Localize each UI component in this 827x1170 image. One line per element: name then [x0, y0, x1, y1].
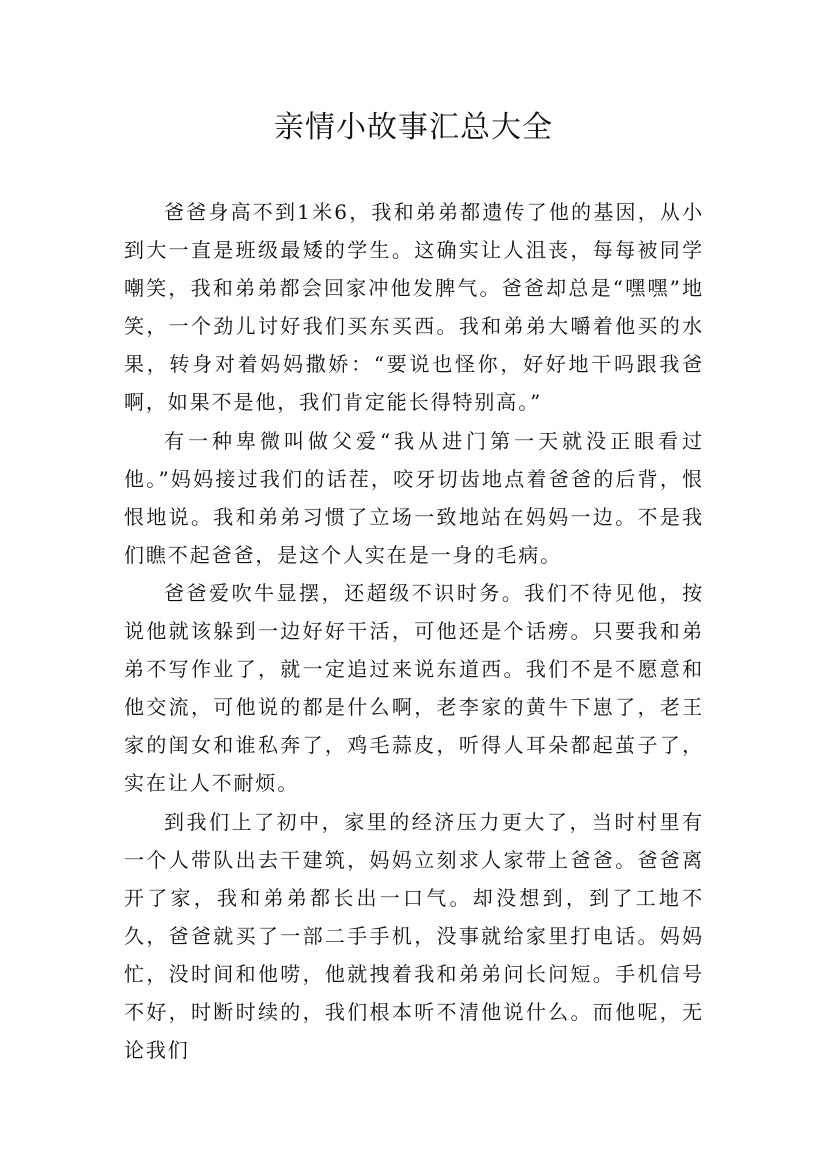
- document-body: [124, 193, 704, 1069]
- paragraph: 到我们上了初中，家里的经济压力更大了，当时村里有一个人带队出去干建筑，妈妈立刻求人家带上爸爸。爸爸离开了家，我和弟弟都长出一口气。却没想到，到了工地不久，爸爸就买了一部二手手机，没事就给家里打电话。妈妈忙，没时间和他唠，他就拽着我和弟弟问长问短。手机信号不好，时断时续的，我们根本听不清他说什么。而他呢，无论我们: [124, 809, 704, 1063]
- paragraph: 爸爸爱吹牛显摆，还超级不识时务。我们不待见他，按说他就该躲到一边好好干活，可他还是个话痨。只要我和弟弟不写作业了，就一定追过来说东道西。我们不是不愿意和他交流，可他说的都是什么啊，老李家的黄牛下崽了，老王家的闺女和谁私奔了，鸡毛蒜皮，听得人耳朵都起茧子了，实在让人不耐烦。: [124, 580, 704, 796]
- paragraph: 有一种卑微叫做父爱“我从进门第一天就没正眼看过他。”妈妈接过我们的话茬，咬牙切齿地点着爸爸的后背，恨恨地说。我和弟弟习惯了立场一致地站在妈妈一边。不是我们瞧不起爸爸，是这个人实在是一身的毛病。: [124, 428, 704, 567]
- document-title: 亲情小故事汇总大全: [274, 110, 553, 145]
- paragraph: 爸爸身高不到1米6，我和弟弟都遗传了他的基因，从小到大一直是班级最矮的学生。这确实让人沮丧，每每被同学嘲笑，我和弟弟都会回家冲他发脾气。爸爸却总是“嘿嘿”地笑，一个劲儿讨好我们买东买西。我和弟弟大嚼着他买的水果，转身对着妈妈撒娇：“要说也怪你，好好地干吗跟我爸啊，如果不是他，我们肯定能长得特别高。”: [124, 200, 704, 415]
